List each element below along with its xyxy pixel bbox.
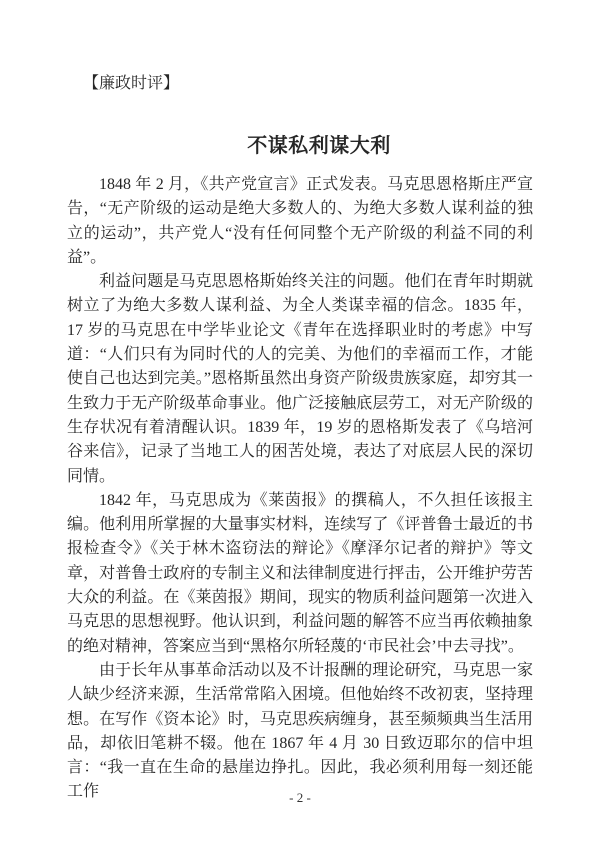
page-number: - 2 - [289, 790, 311, 805]
paragraph-1: 1848 年 2 月，《共产党宣言》正式发表。马克思恩格斯庄严宣告，“无产阶级的运动是绝大多数人的、为绝大多数人谋利益的独立的运动”，共产党人“没有任何同整个无产阶级的利益不同的利益”。 [67, 176, 533, 266]
article-body [67, 173, 533, 805]
article-title: 不谋私利谋大利 [247, 135, 391, 158]
paragraph-2: 利益问题是马克思恩格斯始终关注的问题。他们在青年时期就树立了为绝大多数人谋利益、为全人类谋幸福的信念。1835 年，17 岁的马克思在中学毕业论文《青年在选择职业时的考虑》中写道：“人们只有为同时代的人的完美、为他们的幸福而工作，才能使自己也达到完美。”恩格斯虽然出身资产阶级贵族家庭，却穷其一生致力于无产阶级革命事业。他广泛接触底层劳工，对无产阶级的生存状况有着清醒认识。1839 年，19 岁的恩格斯发表了《乌培河谷来信》，记录了当地工人的困苦处境，表达了对底层人民的深切同情。 [67, 273, 533, 485]
paragraph-3: 1842 年，马克思成为《莱茵报》的撰稿人，不久担任该报主编。他利用所掌握的大量事实材料，连续写了《评普鲁士最近的书报检查令》《关于林木盗窃法的辩论》《摩泽尔记者的辩护》等文章，对普鲁士政府的专制主义和法律制度进行抨击，公开维护劳苦大众的利益。在《莱茵报》期间，现实的物质利益问题第一次进入马克思的思想视野。他认识到，利益问题的解答不应当再依赖抽象的绝对精神，答案应当到“黑格尔所轻蔑的‘市民社会’中去寻找”。 [67, 491, 533, 655]
column-header-tag: 【廉政时评】 [83, 75, 180, 92]
paragraph-4: 由于长年从事革命活动以及不计报酬的理论研究，马克思一家人缺少经济来源，生活常常陷入困境。但他始终不改初衷，坚持理想。在写作《资本论》时，马克思疾病缠身，甚至频频典当生活用品，却依旧笔耕不辍。他在 1867 年 4 月 30 日致迈耶尔的信中坦言：“我一直在生命的悬崖边挣扎。因此，我必须利用每一刻还能工作 [67, 661, 533, 801]
